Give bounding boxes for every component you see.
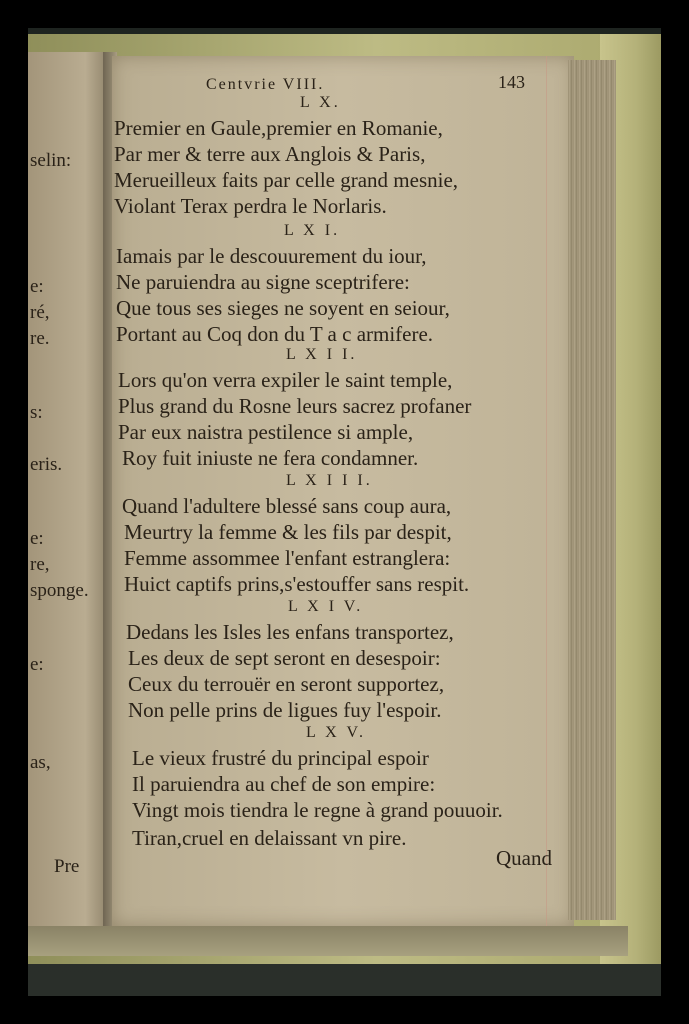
verse-line: Huict captifs prins,s'estouffer sans respit. bbox=[124, 572, 470, 596]
left-fragment: s: bbox=[30, 402, 43, 423]
left-fragment: selin: bbox=[30, 150, 72, 171]
verse-line: Par mer & terre aux Anglois & Paris, bbox=[114, 142, 426, 166]
verse-line: Meurtry la femme & les fils par despit, bbox=[124, 520, 452, 544]
verse-line: Par eux naistra pestilence si ample, bbox=[118, 420, 414, 444]
catchword: Quand bbox=[496, 846, 552, 870]
left-fragment: e: bbox=[30, 276, 44, 297]
stanza-number: L X V. bbox=[306, 724, 366, 741]
verse-line: Il paruiendra au chef de son empire: bbox=[132, 772, 436, 796]
left-fragment: e: bbox=[30, 528, 44, 549]
verse-line: Le vieux frustré du principal espoir bbox=[132, 746, 429, 770]
left-fragment: sponge. bbox=[30, 580, 89, 601]
page-number: 143 bbox=[498, 72, 525, 92]
verse-line: Non pelle prins de ligues fuy l'espoir. bbox=[128, 698, 442, 722]
left-fragment: e: bbox=[30, 654, 44, 675]
left-fragment: Pre bbox=[54, 856, 80, 877]
verse-line: Violant Terax perdra le Norlaris. bbox=[114, 194, 387, 218]
verse-line: Vingt mois tiendra le regne à grand pouuoir. bbox=[132, 798, 503, 822]
running-title: Centvrie VIII. bbox=[206, 76, 325, 93]
stanza-number: L X I I I. bbox=[286, 472, 373, 489]
left-fragment: re, bbox=[30, 554, 50, 575]
verse-line: Quand l'adultere blessé sans coup aura, bbox=[122, 494, 452, 518]
verse-line: Tiran,cruel en delaissant vn pire. bbox=[132, 826, 407, 850]
verse-line: Portant au Coq don du T a c armifere. bbox=[116, 322, 434, 346]
left-fragment: ré, bbox=[30, 302, 50, 323]
verse-line: Roy fuit iniuste ne fera condamner. bbox=[122, 446, 419, 470]
verse-line: Iamais par le descouurement du iour, bbox=[116, 244, 427, 268]
verse-line: Lors qu'on verra expiler le saint temple, bbox=[118, 368, 453, 392]
verse-line: Ceux du terrouër en seront supportez, bbox=[128, 672, 445, 696]
stanza-number: L X I V. bbox=[288, 598, 364, 615]
left-fragment: re. bbox=[30, 328, 50, 349]
left-facing-page bbox=[28, 52, 110, 932]
page-edges bbox=[568, 60, 616, 920]
stanza-number: L X I I. bbox=[286, 346, 358, 363]
stanza-number: L X. bbox=[300, 94, 341, 111]
verse-line: Premier en Gaule,premier en Romanie, bbox=[114, 116, 443, 140]
verse-line: Les deux de sept seront en desespoir: bbox=[128, 646, 441, 670]
verse-line: Femme assommee l'enfant estranglera: bbox=[124, 546, 451, 570]
margin-rule bbox=[546, 56, 547, 936]
verse-line: Plus grand du Rosne leurs sacrez profaner bbox=[118, 394, 472, 418]
book-bottom-edge bbox=[28, 926, 628, 956]
verse-line: Dedans les Isles les enfans transportez, bbox=[126, 620, 454, 644]
left-fragment: as, bbox=[30, 752, 51, 773]
verse-line: Merueilleux faits par celle grand mesnie, bbox=[114, 168, 459, 192]
left-fragment: eris. bbox=[30, 454, 63, 475]
verse-line: Que tous ses sieges ne soyent en seiour, bbox=[116, 296, 450, 320]
verse-line: Ne paruiendra au signe sceptrifere: bbox=[116, 270, 410, 294]
stanza-number: L X I. bbox=[284, 222, 341, 239]
